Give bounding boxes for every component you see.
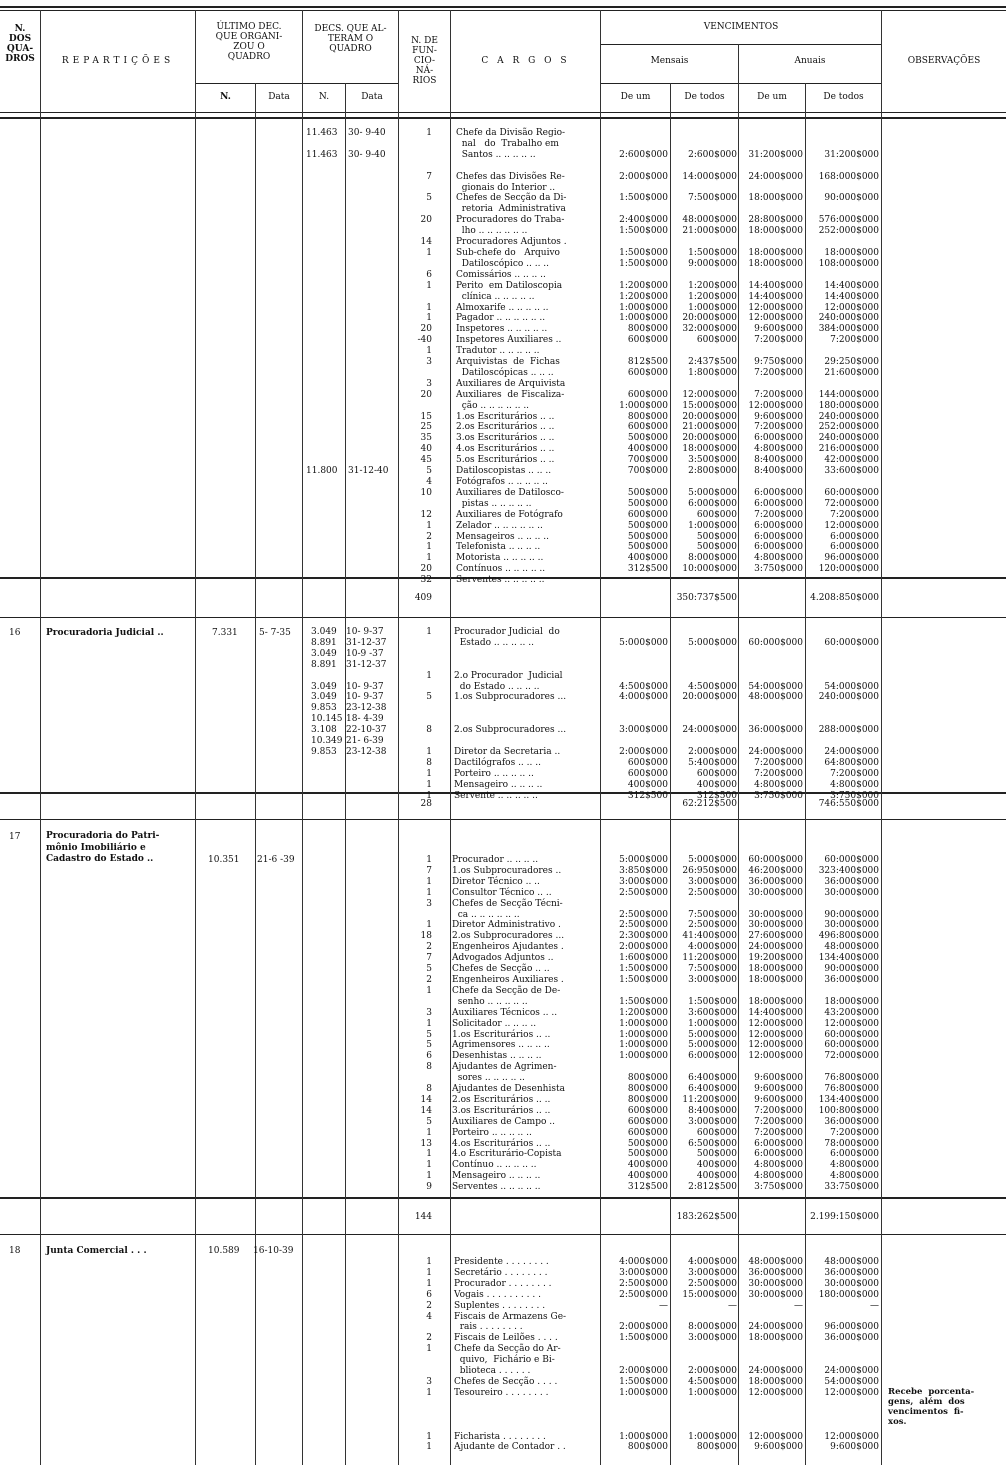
anual-todos-column: 60:000$000 54:000$000 240:000$000 288:000$000 24:000$000 64:800$000 7:200$000 4:800$000 3:750$000	[818, 637, 879, 801]
quadro-number: 17	[9, 832, 21, 842]
mensal-todos-column: 5:000$000 4:500$000 20:000$000 24:000$000 2:000$000 5:400$000 600$000 400$000 312$500	[682, 637, 737, 801]
header-num-quadros: N. DOS QUA- DROS	[5, 24, 35, 64]
total-anual: 2.199:150$000	[810, 1212, 879, 1222]
header-de-um: De um	[620, 92, 651, 102]
dec-subrule	[195, 83, 398, 84]
anual-um-column: 60:000$000 54:000$000 48:000$000 36:000$000 24:000$000 7:200$000 7:200$000 4:800$000 3:750$000	[748, 637, 803, 801]
section-16-total-rule	[0, 819, 1006, 820]
dec-number: 10.589	[208, 1246, 240, 1256]
cargos-column: Chefe da Divisão Regio- nal do Trabalho em Santos .. .. .. .. .. Chefes das Divisões Re- gionais do Interior .. Chefes de Secção da Di- retoria Administrativa Procuradores do Traba- lho .. .. .. .. .. .. Procuradores Adjuntos . Sub-chefe do Arquivo Datiloscópico .. .. .. Comissários .. .. .. .. Perito em Datiloscopia clínica .. .. .. .. .. Almoxarife .. .. .. .. .. Pagador .. .. .. .. .. .. Inspetores .. .. .. .. .. Inspetores Auxiliares .. Tradutor .. .. .. .. .. Arquivistas de Fichas Datiloscópicas .. .. .. Auxiliares de Arquivista Auxiliares de Fiscaliza- ção .. .. .. .. .. .. 1.os Escriturários .. .. 2.os Escriturários .. .. 3.os Escriturários .. .. 4.os Escriturários .. .. 5.os Escriturários .. .. Datiloscopistas .. .. .. Fotógrafos .. .. .. .. .. Auxiliares de Datilosco- pistas .. .. .. .. .. Auxiliares de Fotógrafo Zelador .. .. .. .. .. .. Mensageiros .. .. .. .. Telefonista .. .. .. .. Motorista .. .. .. .. .. Contínuos .. .. .. .. .. Serventes .. .. .. .. ..	[456, 128, 567, 586]
mensal-um-column: 2:600$000 2:000$000 1:500$000 2:400$000 1:500$000 1:500$000 1:500$000 1:200$000 1:200$000 1:000$000 1:000$000 800$000 600$000 812$500 600$000 600$000 1:000$000 800$000 600$000 500$000 400$000 700$000 700$000 500$000 500$000 600$000 500$000 500$000 500$000 400$000 312$500	[619, 149, 668, 575]
header-observacoes: OBSERVAÇÕES	[907, 56, 981, 66]
header-n-funcionarios: N. DE FUN- CIO- NÁ- RIOS	[411, 36, 438, 86]
decs-data-column: 30- 9-40 30- 9-40 31-12-40	[348, 128, 389, 477]
col-rule	[881, 10, 882, 1465]
mensal-um-column: 4:000$000 3:000$000 2:500$000 2:500$000 — 2:000$000 1:500$000 2:000$000 1:500$000 1:000$000 1:000$000 800$000	[619, 1257, 668, 1453]
total-qty: 28	[420, 799, 432, 809]
qty-column: 1 7 5 20 14 1 6 1 1 1 20 -40 1 3 3 20 15 25 35 40 45 5 4 10 12 1 2 1 1 20 32	[417, 128, 432, 586]
cargos-column: Presidente . . . . . . . . Secretário . . . . . . . . Procurador . . . . . . . . Vogais . . . . . . . . . . Suplentes . . . . . . . . Fiscais de Armazens Ge- rais . . . . . . . . Fiscais de Leilões . . . . Chefe da Secção do Ar- quivo, Fichário e Bi- blioteca . . . . . . Chefes de Secção . . . . Tesoureiro . . . . . . . . Ficharista . . . . . . . . Ajudante de Contador . .	[454, 1257, 567, 1453]
header-n2: N.	[318, 92, 330, 102]
mensal-um-column: 5:000$000 4:500$000 4:000$000 3:000$000 2:000$000 600$000 600$000 400$000 312$500	[619, 637, 668, 801]
header-de-um2: De um	[757, 92, 787, 102]
venc-subrule	[600, 44, 881, 45]
header-data2: Data	[361, 92, 383, 102]
header-mensais: Mensais	[650, 56, 689, 66]
header-cargos: C A R G O S	[481, 56, 570, 66]
mensal-todos-column: 4:000$000 3:000$000 2:500$000 15:000$000 — 8:000$000 3:000$000 2:000$000 4:500$000 1:000$000 1:000$000 800$000	[682, 1257, 737, 1453]
anual-um-column: 31:200$000 24:000$000 18:000$000 28:800$000 18:000$000 18:000$000 18:000$000 14:400$000 14:400$000 12:000$000 12:000$000 9:600$000 7:200$000 9:750$000 7:200$000 7:200$000 12:000$000 9:600$000 7:200$000 6:000$000 4:800$000 8:400$000 8:400$000 6:000$000 6:000$000 7:200$000 6:000$000 6:000$000 6:000$000 4:800$000 3:750$000	[748, 149, 803, 575]
cargos-column: Procurador Judicial do Estado .. .. .. .. .. 2.o Procurador Judicial do Estado .. .. .. .. 1.os Subprocuradores ... 2.os Subprocuradores ... Diretor da Secretaria .. Dactilógrafos .. .. .. Porteiro .. .. .. .. .. Mensageiro .. .. .. .. Servente .. .. .. .. ..	[454, 627, 567, 801]
dec-date: 5- 7-35	[259, 628, 291, 638]
section-a-total-rule	[0, 617, 1006, 618]
mensal-um-column: 5:000$000 3:850$000 3:000$000 2:500$000 2:500$000 2:500$000 2:300$000 2:000$000 1:600$000 1:500$000 1:500$000 1:500$000 1:200$000 1:000$000 1:000$000 1:000$000 1:000$000 800$000 800$000 800$000 600$000 600$000 600$000 500$000 500$000 400$000 400$000 312$500	[619, 855, 668, 1193]
anual-um-column: 60:000$000 46:200$000 36:000$000 30:000$000 30:000$000 30:000$000 27:600$000 24:000$000 19:200$000 18:000$000 18:000$000 18:000$000 14:400$000 12:000$000 12:000$000 12:000$000 12:000$000 9:600$000 9:600$000 9:600$000 7:200$000 7:200$000 7:200$000 6:000$000 6:000$000 4:800$000 4:800$000 3:750$000	[748, 855, 803, 1193]
qty-column: 1 1 1 6 2 4 2 1 3 1 1 1	[426, 1257, 432, 1453]
top-rule-2	[0, 10, 1006, 11]
section-17-total-rule	[0, 1234, 1006, 1235]
dec-date: 21-6 -39	[257, 855, 295, 865]
header-vencimentos: VENCIMENTOS	[703, 22, 779, 32]
cargos-column: Procurador .. .. .. .. 1.os Subprocuradores .. Diretor Técnico .. .. Consultor Técnico .. .. Chefes de Secção Técni- ca .. .. .. .. .. .. Diretor Administrativo . 2.os Subprocuradores ... Engenheiros Ajudantes . Advogados Adjuntos .. Chefes de Secção .. .. Engenheiros Auxiliares . Chefe da Secção de De- senho .. .. .. .. .. Auxiliares Técnicos .. .. Solicitador .. .. .. .. 1.os Escriturários .. .. Agrimensores .. .. .. .. Desenhistas .. .. .. .. Ajudantes de Agrimen- sores .. .. .. .. .. Ajudantes de Desenhista 2.os Escriturários .. .. 3.os Escriturários .. .. Auxiliares de Campo .. Porteiro .. .. .. .. .. 4.os Escriturários .. .. 4.o Escriturário-Copista Contínuo .. .. .. .. .. Mensageiro .. .. .. .. Serventes .. .. .. .. ..	[452, 855, 565, 1193]
total-anual: 746:550$000	[818, 799, 879, 809]
quadro-number: 18	[9, 1246, 21, 1256]
header-n: N.	[220, 92, 231, 102]
col-rule	[195, 10, 196, 1465]
anual-todos-column: 31:200$000 168:000$000 90:000$000 576:000$000 252:000$000 18:000$000 108:000$000 14:400$000 14:400$000 12:000$000 240:000$000 384:000$000 7:200$000 29:250$000 21:600$000 144:000$000 180:000$000 240:000$000 252:000$000 240:000$000 216:000$000 42:000$000 33:600$000 60:000$000 72:000$000 7:200$000 12:000$000 6:000$000 6:000$000 96:000$000 120:000$000	[818, 149, 879, 575]
total-anual: 4.208:850$000	[810, 593, 879, 603]
observacao-note: Recebe porcenta- gens, além dos vencimentos fi- xos.	[888, 1387, 975, 1427]
col-rule	[450, 10, 451, 1465]
header-data: Data	[268, 92, 290, 102]
header-bottom-rule	[0, 112, 1006, 113]
decs-data-column: 10- 9-37 31-12-37 10-9 -37 31-12-37 10- 9-37 10- 9-37 23-12-38 18- 4-39 22-10-37 21- 6-39 23-12-38	[346, 627, 387, 757]
mensal-todos-column: 5:000$000 26:950$000 3:000$000 2:500$000 7:500$000 2:500$000 41:400$000 4:000$000 11:200$000 7:500$000 3:000$000 1:500$000 3:600$000 1:000$000 5:000$000 5:000$000 6:000$000 6:400$000 6:400$000 11:200$000 8:400$000 3:000$000 600$000 6:500$000 500$000 400$000 400$000 2:812$500	[682, 855, 737, 1193]
total-mensal: 350:737$500	[676, 593, 737, 603]
reparticao-name: Junta Comercial . . .	[46, 1246, 147, 1256]
col-rule	[40, 10, 41, 1465]
col-rule	[302, 10, 303, 1465]
header-decs-alteram: DECS. QUE AL- TERAM O QUADRO	[314, 24, 387, 54]
venc-subrule-2	[600, 83, 881, 84]
dec-number: 10.351	[208, 855, 240, 865]
section-17-end-rule	[0, 1197, 1006, 1199]
header-de-todos2: De todos	[823, 92, 864, 102]
total-mensal: 62:212$500	[682, 799, 737, 809]
reparticao-name: Procuradoria Judicial ..	[46, 628, 164, 638]
total-mensal: 183:262$500	[676, 1212, 737, 1222]
dec-number: 7.331	[212, 628, 238, 638]
header-bottom-rule-2	[0, 117, 1006, 119]
anual-todos-column: 60:000$000 323:400$000 36:000$000 30:000$000 90:000$000 30:000$000 496:800$000 48:000$000 134:400$000 90:000$000 36:000$000 18:000$000 43:200$000 12:000$000 60:000$000 60:000$000 72:000$000 76:800$000 76:800$000 134:400$000 100:800$000 36:000$000 7:200$000 78:000$000 6:000$000 4:800$000 4:800$000 33:750$000	[818, 855, 879, 1193]
anual-todos-column: 48:000$000 36:000$000 30:000$000 180:000$000 — 96:000$000 36:000$000 24:000$000 54:000$000 12:000$000 12:000$000 9:600$000	[818, 1257, 879, 1453]
header-de-todos: De todos	[684, 92, 725, 102]
quadro-number: 16	[9, 628, 21, 638]
qty-column: 1 7 1 1 3 1 18 2 7 5 2 1 3 1 5 5 6 8 8 14 14 5 1 13 1 1 1 9	[420, 855, 432, 1193]
qty-column: 1 1 5 8 1 8 1 1 1	[426, 627, 432, 801]
total-qty: 144	[414, 1212, 432, 1222]
top-rule	[0, 6, 1006, 8]
header-anuais: Anuais	[794, 56, 826, 66]
header-reparticoes: REPARTIÇÕES	[61, 56, 175, 66]
anual-um-column: 48:000$000 36:000$000 30:000$000 30:000$000 — 24:000$000 18:000$000 24:000$000 18:000$000 12:000$000 12:000$000 9:600$000	[748, 1257, 803, 1453]
col-rule	[255, 83, 256, 1465]
decs-n-column: 3.049 8.891 3.049 8.891 3.049 3.049 9.853 10.145 3.108 10.349 9.853	[311, 627, 343, 757]
total-qty: 409	[414, 593, 432, 603]
col-rule	[345, 83, 346, 1465]
header-ultimo-dec: ÚLTIMO DEC. QUE ORGANI- ZOU O QUADRO	[215, 22, 283, 62]
decs-n-column: 11.463 11.463 11.800	[306, 128, 338, 477]
mensal-todos-column: 2:600$000 14:000$000 7:500$000 48:000$000 21:000$000 1:500$000 9:000$000 1:200$000 1:200$000 1:000$000 20:000$000 32:000$000 600$000 2:437$500 1:800$000 12:000$000 15:000$000 20:000$000 21:000$000 20:000$000 18:000$000 3:500$000 2:800$000 5:000$000 6:000$000 600$000 1:000$000 500$000 500$000 8:000$000 10:000$000	[682, 149, 737, 575]
reparticao-name: Procuradoria do Patri- mônio Imobiliário e Cadastro do Estado ..	[46, 831, 160, 864]
dec-date: 16-10-39	[253, 1246, 294, 1256]
